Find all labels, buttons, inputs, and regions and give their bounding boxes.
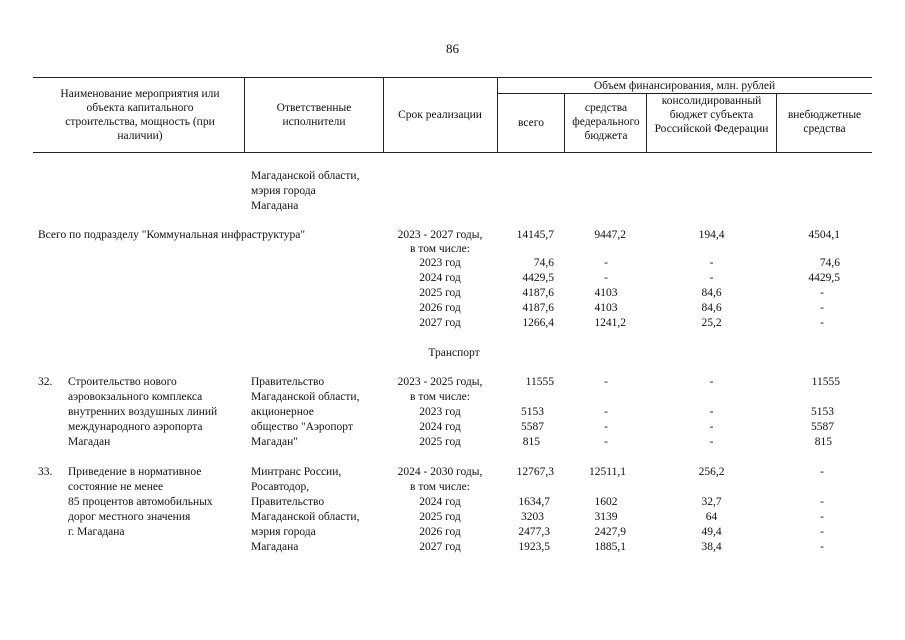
- regional-cell: 32,7: [701, 496, 722, 508]
- header-bottom-rule: [33, 152, 872, 153]
- total-cell: 1266,4: [522, 317, 554, 329]
- term-cell: в том числе:: [410, 243, 470, 255]
- extrabudget-cell: 4504,1: [808, 229, 840, 241]
- item-name-line: внутренних воздушных линий: [68, 406, 218, 418]
- extrabudget-cell: 11555: [811, 376, 840, 388]
- term-cell: в том числе:: [410, 391, 470, 403]
- extrabudget-cell: -: [820, 302, 824, 314]
- term-cell: 2027 год: [419, 541, 461, 553]
- federal-cell: 3139: [594, 511, 618, 523]
- regional-cell: -: [709, 436, 714, 448]
- total-cell: 5587: [521, 421, 544, 433]
- extrabudget-cell: 74,6: [819, 257, 840, 269]
- federal-cell: -: [604, 257, 608, 269]
- item-name-line: г. Магадана: [68, 526, 125, 538]
- total-cell: 3203: [521, 511, 544, 523]
- regional-cell: 38,4: [701, 541, 722, 553]
- term-cell: 2023 год: [419, 406, 461, 418]
- total-cell: 2477,3: [518, 526, 550, 538]
- federal-cell: 12511,1: [589, 466, 626, 478]
- extrabudget-cell: 5153: [811, 406, 834, 418]
- extrabudget-cell: -: [820, 496, 824, 508]
- subtotal-label: Всего по подразделу "Коммунальная инфраструктура": [38, 229, 306, 241]
- extrabudget-cell: -: [820, 287, 824, 299]
- executor-line: Минтранс России,: [251, 466, 342, 478]
- regional-cell: -: [709, 272, 714, 284]
- total-cell: 1923,5: [518, 541, 550, 553]
- federal-cell: 4103: [594, 287, 618, 299]
- header-top-rule: [33, 77, 872, 78]
- term-cell: 2026 год: [419, 526, 461, 538]
- item-name-line: дорог местного значения: [68, 511, 191, 523]
- term-cell: 2024 год: [419, 496, 461, 508]
- regional-cell: -: [709, 406, 714, 418]
- executor-line: Магадан": [251, 436, 298, 448]
- term-cell: 2025 год: [419, 287, 461, 299]
- extrabudget-cell: -: [820, 317, 824, 329]
- federal-cell: 1602: [594, 496, 618, 508]
- continued-executor-line: мэрия города: [251, 185, 316, 197]
- executor-line: Правительство: [251, 376, 325, 388]
- total-cell: 4187,6: [522, 302, 554, 314]
- federal-cell: 1885,1: [594, 541, 626, 553]
- extrabudget-cell: -: [820, 526, 824, 538]
- term-cell: 2024 - 2030 годы,: [397, 466, 483, 478]
- item-name-line: международного аэропорта: [68, 421, 203, 433]
- total-cell: 4429,5: [522, 272, 554, 284]
- header-divider-4: [564, 93, 565, 153]
- executor-line: Правительство: [251, 496, 325, 508]
- item-name-line: 85 процентов автомобильных: [68, 496, 213, 508]
- extrabudget-cell: -: [820, 511, 824, 523]
- federal-cell: -: [604, 272, 608, 284]
- item-name-line: Строительство нового: [68, 376, 177, 388]
- page-number: 86: [446, 41, 459, 56]
- federal-cell: 9447,2: [594, 229, 626, 241]
- executor-line: Росавтодор,: [251, 481, 310, 493]
- total-cell: 1634,7: [518, 496, 550, 508]
- total-cell: 74,6: [533, 257, 554, 269]
- header-divider-1: [244, 77, 245, 153]
- continued-executor-line: Магадана: [251, 200, 299, 212]
- extrabudget-cell: 4429,5: [808, 272, 840, 284]
- regional-cell: 64: [705, 511, 718, 523]
- term-cell: 2024 год: [419, 272, 461, 284]
- header-regional-column: консолидированный бюджет субъекта Российской Федерации: [654, 95, 769, 135]
- regional-cell: -: [709, 257, 714, 269]
- regional-cell: 25,2: [701, 317, 722, 329]
- header-federal-column: средства федерального бюджета: [572, 102, 640, 142]
- continued-executor-line: Магаданской области,: [251, 170, 360, 182]
- total-cell: 12767,3: [516, 466, 554, 478]
- header-executors-column: Ответственные исполнители: [276, 102, 352, 128]
- federal-cell: -: [604, 436, 608, 448]
- header-extrabudget-column: внебюджетные средства: [787, 109, 862, 135]
- term-cell: 2023 год: [419, 257, 461, 269]
- federal-cell: 4103: [594, 302, 618, 314]
- header-term-column: Срок реализации: [398, 109, 482, 121]
- extrabudget-cell: -: [820, 466, 824, 478]
- executor-line: мэрия города: [251, 526, 316, 538]
- regional-cell: 256,2: [698, 466, 725, 478]
- total-cell: 11555: [525, 376, 554, 388]
- total-cell: 4187,6: [522, 287, 554, 299]
- regional-cell: 84,6: [701, 302, 722, 314]
- item-number: 32.: [38, 376, 53, 388]
- regional-cell: -: [709, 421, 714, 433]
- term-cell: 2025 год: [419, 511, 461, 523]
- executor-line: Магаданской области,: [251, 391, 360, 403]
- item-name-line: состояние не менее: [68, 481, 164, 493]
- extrabudget-cell: 815: [814, 436, 832, 448]
- extrabudget-cell: -: [820, 541, 824, 553]
- term-cell: 2026 год: [419, 302, 461, 314]
- item-name-line: Магадан: [68, 436, 111, 448]
- regional-cell: 194,4: [698, 229, 725, 241]
- total-cell: 815: [522, 436, 540, 448]
- federal-cell: -: [604, 376, 608, 388]
- item-number: 33.: [38, 466, 53, 478]
- total-cell: 14145,7: [516, 229, 554, 241]
- regional-cell: -: [709, 376, 714, 388]
- term-cell: 2023 - 2027 годы,: [397, 229, 483, 241]
- term-cell: 2024 год: [419, 421, 461, 433]
- total-cell: 5153: [521, 406, 544, 418]
- header-name-column: Наименование мероприятия или объекта капитального строительства, мощность (при наличии): [60, 88, 220, 142]
- federal-cell: 1241,2: [594, 317, 626, 329]
- term-cell: 2027 год: [419, 317, 461, 329]
- federal-cell: -: [604, 421, 608, 433]
- executor-line: Магаданской области,: [251, 511, 360, 523]
- executor-line: акционерное: [251, 406, 314, 418]
- federal-cell: -: [604, 406, 608, 418]
- item-name-line: аэровокзального комплекса: [68, 391, 203, 403]
- term-cell: 2023 - 2025 годы,: [397, 376, 483, 388]
- item-name-line: Приведение в нормативное: [68, 466, 202, 478]
- extrabudget-cell: 5587: [811, 421, 834, 433]
- header-total-column: всего: [518, 117, 544, 129]
- header-funding-group: Объем финансирования, млн. рублей: [593, 80, 776, 92]
- term-cell: в том числе:: [410, 481, 470, 493]
- executor-line: Магадана: [251, 541, 299, 553]
- section-title: Транспорт: [428, 347, 480, 359]
- federal-cell: 2427,9: [594, 526, 626, 538]
- regional-cell: 49,4: [701, 526, 722, 538]
- executor-line: общество "Аэропорт: [251, 421, 353, 433]
- regional-cell: 84,6: [701, 287, 722, 299]
- term-cell: 2025 год: [419, 436, 461, 448]
